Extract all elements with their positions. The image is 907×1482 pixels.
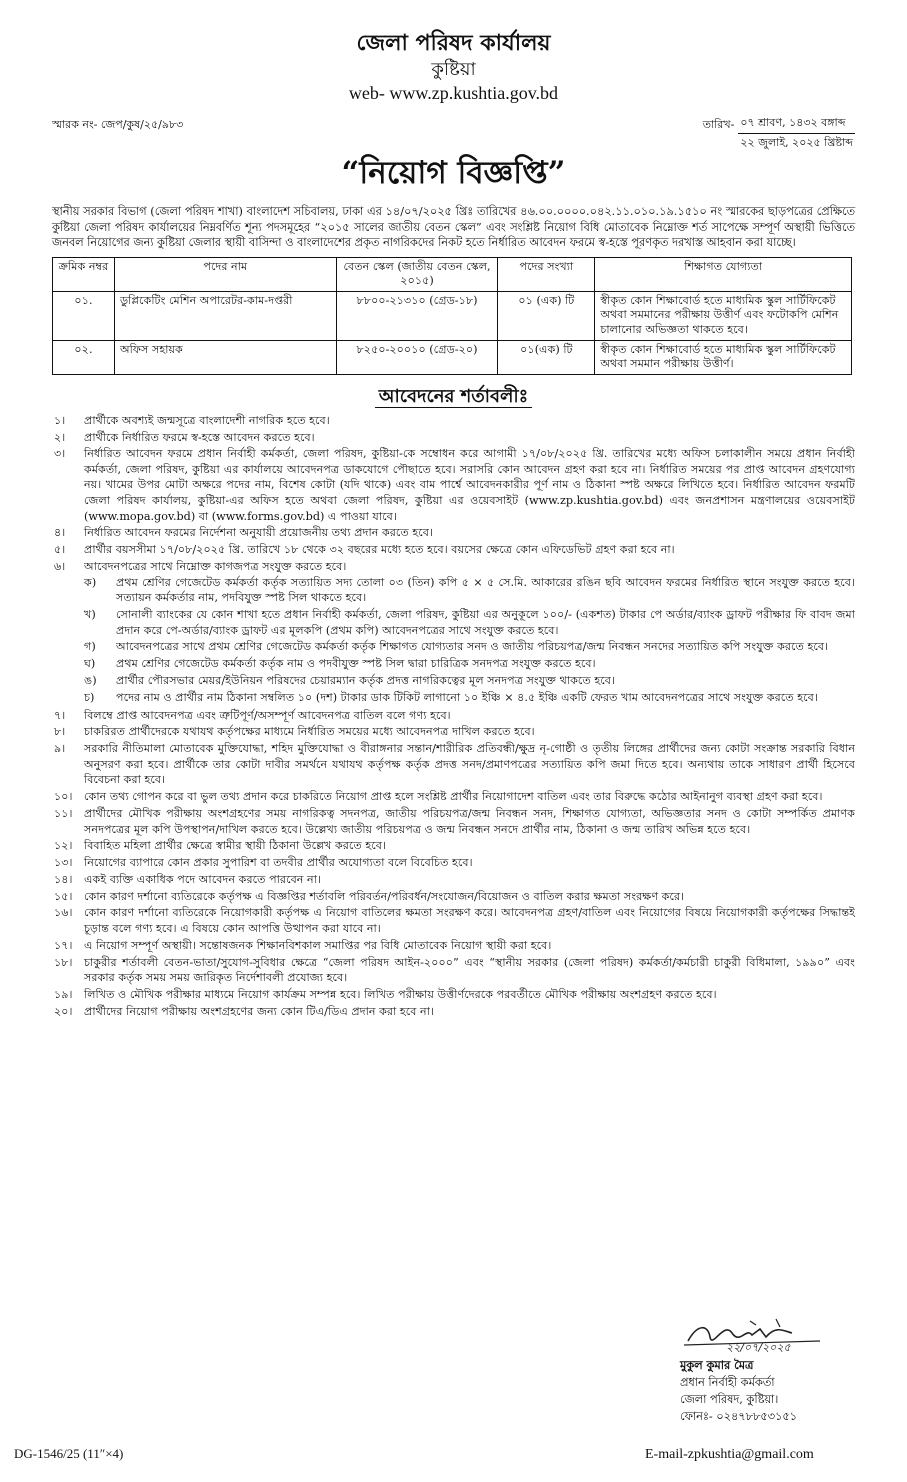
cell-serial: ০১. — [53, 291, 115, 340]
contact-email: E-mail-zpkushtia@gmail.com — [645, 1447, 814, 1462]
table-row — [53, 340, 852, 374]
condition-item — [52, 838, 855, 854]
officer-office: জেলা পরিষদ, কুষ্টিয়া। — [680, 1393, 779, 1406]
condition-number: ১৩। — [54, 856, 73, 870]
sub-condition-letter: গ) — [84, 640, 96, 654]
cell-post-name: অফিস সহায়ক — [114, 340, 336, 374]
condition-item — [52, 889, 855, 905]
cell-post-name: ডুপ্লিকেটিং মেশিন অপারেটর-কাম-দপ্তরী — [114, 291, 336, 340]
condition-item — [52, 430, 855, 446]
condition-item — [52, 559, 855, 706]
condition-number: ৮। — [54, 725, 66, 739]
date-block — [703, 112, 855, 152]
sub-condition-item — [84, 607, 855, 638]
date-bangla: ০৭ শ্রাবণ, ১৪৩২ বঙ্গাব্দ — [738, 112, 855, 134]
condition-text: প্রার্থীদের মৌখিক পরীক্ষায় অংশগ্রহণের সময় নাগরিকত্ব সদনপত্র, জাতীয় পরিচয়পত্র/জন্ম নিবন্ধন সনদ, শিক্ষাগত যোগ্যতা, অভিজ্ঞতার সনদ ও কোটা সম্পর্কিত প্রমাণক সনদপত্রের মূল কপি উপস্থাপন/দাখিল করতে হবে। উল্লেখ্য জাতীয় পরিচয়পত্র ও জন্ম নিবন্ধন সনদে প্রার্থীর নাম, ঠিকানা ও জন্ম তারিখ অভিন্ন হতে হবে। — [84, 806, 855, 836]
condition-number: ৩। — [54, 447, 66, 461]
memo-number: স্মারক নং- জেপ/কুষ/২৫/৯৮৩ — [52, 118, 184, 131]
condition-text: সরকারি নীতিমালা মোতাবেক মুক্তিযোদ্ধা, শহিদ মুক্তিযোদ্ধা ও বীরাঙ্গনার সন্তান/শারীরিক প্রতিবন্ধী/ক্ষুদ্র নৃ-গোষ্ঠী ও তৃতীয় লিঙ্গের প্রার্থীদের জন্য কোটা সংক্রান্ত সরকারি বিধান অনুসরণ করা হবে। প্রার্থীকে তার কোটা দাবীর সমর্থনে যথাযথ কর্তৃপক্ষ কর্তৃক প্রদত্ত সনদ/প্রমাণপত্রের সত্যায়িত কপি জমা দিতে হবে। অন্যথায় তাকে সাধারণ প্রার্থী হিসেবে বিবেচনা করা হবে। — [84, 742, 855, 787]
sub-condition-letter: খ) — [84, 607, 96, 621]
header-qualification: শিক্ষাগত যোগ্যতা — [595, 257, 852, 291]
handwritten-signature — [680, 1315, 830, 1353]
condition-item — [52, 542, 855, 558]
condition-item — [52, 806, 855, 837]
condition-text: আবেদনপত্রের সাথে নিম্নোক্ত কাগজপত্র সংযুক্ত করতে হবে। — [84, 560, 347, 573]
condition-text: প্রার্থীদের নিয়োগ পরীক্ষায় অংশগ্রহণের জন্য কোন টিএ/ডিএ প্রদান করা হবে না। — [84, 1004, 434, 1018]
condition-number: ১০। — [54, 790, 73, 804]
cell-pay-scale: ৮২৫০-২০০১০ (গ্রেড-২০) — [336, 340, 498, 374]
sub-condition-letter: চ) — [84, 690, 95, 704]
condition-number: ৪। — [54, 526, 66, 540]
condition-number: ২০। — [54, 1004, 73, 1018]
condition-text: নিয়োগের ব্যাপারে কোন প্রকার সুপারিশ বা তদবীর প্রার্থীর অযোগ্যতা বলে বিবেচিত হবে। — [84, 856, 473, 870]
office-name: জেলা পরিষদ কার্যালয় — [356, 30, 551, 56]
reference-row — [52, 112, 855, 152]
condition-number: ১। — [54, 413, 66, 427]
condition-text: প্রার্থীর বয়সসীমা ১৭/০৮/২০২৫ খ্রি. তারিখে ১৮ থেকে ৩২ বছরের মধ্যে হতে হবে। বয়সের ক্ষেত্রে কোন এফিডেভিট গ্রহণ করা হবে না। — [84, 543, 675, 557]
letterhead — [52, 28, 855, 104]
sub-condition-text: প্রথম শ্রেণির গেজেটেড কর্মকর্তা কর্তৃক নাম ও পদবীযুক্ত স্পষ্ট সিল দ্বারা চারিত্রিক সনদপত্র সংযুক্ত করতে হবে। — [116, 657, 596, 671]
sub-condition-text: সোনালী ব্যাংকের যে কোন শাখা হতে প্রধান নির্বাহী কর্মকর্তা, জেলা পরিষদ, কুষ্টিয়া এর অনুকূলে ১০০/- (একশত) টাকার পে অর্ডার/ব্যাংক ড্রাফট পরীক্ষার ফি বাবদ জমা প্রদান করে পে-অর্ডার/ব্যাংক ড্রাফট এর মূলকপি (প্রথম কপি) আবেদনপত্রের সাথে সংযুক্ত করতে হবে। — [116, 607, 855, 637]
sub-condition-item — [84, 639, 855, 655]
sub-condition-text: আবেদনপত্রের সাথে প্রথম শ্রেণির গেজেটেড কর্মকর্তা কর্তৃক শিক্ষাগত যোগ্যতার সনদ ও জাতীয় পরিচয়পত্র/জন্ম নিবন্ধন সনদের সত্যায়িত কপি সংযুক্ত করতে হবে। — [116, 640, 829, 654]
sub-condition-text: প্রথম শ্রেণির গেজেটেড কর্মকর্তা কর্তৃক সত্যায়িত সদ্য তোলা ০৩ (তিন) কপি ৫ × ৫ সে.মি. আকারের রঙিন ছবি আবেদন ফরমের নির্ধারিত স্থানে সংযুক্ত করতে হবে। সত্যায়ন কর্মকর্তার নাম, পদবিযুক্ত স্পষ্ট সিল থাকতে হবে। — [116, 575, 855, 605]
condition-text: কোন কারণ দর্শানো ব্যতিরেকে কর্তৃপক্ষ এ বিজ্ঞপ্তির শর্তাবলি পরিবর্তন/পরিবর্ধন/সংযোজন/বিয়োজন ও বাতিল করার ক্ষমতা সংরক্ষণ করে। — [84, 889, 685, 903]
sub-condition-text: পদের নাম ও প্রার্থীর নাম ঠিকানা সম্বলিত ১০ (দশ) টাকার ডাক টিকিট লাগানো ১০ ইঞ্চি × ৪.৫ ইঞ্চি একটি ফেরত খাম আবেদনপত্রের সাথে সংযুক্ত করতে হবে। — [116, 690, 818, 704]
signature-date: ২২/০৭/২০২৫ — [726, 1341, 791, 1353]
date-label: তারিখ- — [702, 118, 735, 131]
condition-text: নির্ধারিত আবেদন ফরমের নির্দেশনা অনুযায়ী প্রয়োজনীয় তথ্য প্রদান করতে হবে। — [84, 526, 433, 540]
condition-item — [52, 855, 855, 871]
condition-text: কোন কারণ দর্শানো ব্যতিরেকে নিয়োগকারী কর্তৃপক্ষ এ নিয়োগ বাতিলের ক্ষমতা সংরক্ষণ করে। আবেদনপত্র গ্রহণ/বাতিল এবং নিয়োগের বিষয়ে নিয়োগকারী কর্তৃপক্ষের সিদ্ধান্তই চূড়ান্ত বলে গণ্য হবে। এ বিষয়ে কোন আপত্তি উত্থাপন করা যাবে না। — [84, 906, 855, 936]
condition-item — [52, 905, 855, 936]
condition-item — [52, 987, 855, 1003]
header-serial: ক্রমিক নম্বর — [53, 257, 115, 291]
condition-number: ১৫। — [54, 889, 73, 903]
cell-qualification: স্বীকৃত কোন শিক্ষাবোর্ড হতে মাধ্যমিক স্কুল সার্টিফিকেট অথবা সমমানের পরীক্ষায় উত্তীর্ণ এবং ফটোকপি মেশিন চালানোর অভিজ্ঞতা থাকতে হবে। — [595, 291, 852, 340]
date-gregorian: ২২ জুলাই, ২০২৫ খ্রিষ্টাব্দ — [740, 136, 853, 150]
table-row — [53, 291, 852, 340]
cell-post-count: ০১ (এক) টি — [498, 291, 595, 340]
condition-text: এ নিয়োগ সম্পূর্ণ অস্থায়ী। সন্তোষজনক শিক্ষানবিশকাল সমাপ্তির পর বিধি মোতাবেক নিয়োগ স্থায়ী করা হবে। — [84, 938, 552, 952]
conditions-list — [52, 413, 855, 1020]
print-code: DG-1546/25 (11″×4) — [14, 1446, 124, 1461]
condition-number: ১৭। — [54, 938, 73, 952]
conditions-heading — [52, 385, 855, 409]
cell-qualification: স্বীকৃত কোন শিক্ষাবোর্ড হতে মাধ্যমিক স্কুল সার্টিফিকেট অথবা সমমান পরীক্ষায় উত্তীর্ণ। — [595, 340, 852, 374]
condition-number: ২। — [54, 430, 66, 444]
condition-item — [52, 741, 855, 788]
condition-number: ৫। — [54, 543, 66, 557]
cell-serial: ০২. — [53, 340, 115, 374]
condition-text: লিখিত ও মৌখিক পরীক্ষার মাধ্যমে নিয়োগ কার্যক্রম সম্পন্ন হবে। লিখিত পরীক্ষায় উত্তীর্ণদেরকে পরবর্তীতে মৌখিক পরীক্ষায় অংশগ্রহণ করতে হবে। — [84, 988, 717, 1001]
condition-text: বিলম্বে প্রাপ্ত আবেদনপত্র এবং ত্রুটিপূর্ণ/অসম্পূর্ণ আবেদনপত্র বাতিল বলে গণ্য হবে। — [84, 708, 451, 722]
condition-item — [52, 708, 855, 724]
header-pay-scale: বেতন স্কেল (জাতীয় বেতন স্কেল, ২০১৫) — [336, 257, 498, 291]
sub-condition-item — [84, 656, 855, 672]
condition-number: ৯। — [54, 742, 66, 756]
sub-condition-item — [84, 690, 855, 706]
condition-item — [52, 1004, 855, 1020]
officer-phone: ফোনঃ- ০২৪৭৮৮৫৩১৫১ — [680, 1410, 797, 1423]
signature-block — [680, 1315, 870, 1425]
officer-designation: প্রধান নির্বাহী কর্মকর্তা — [680, 1376, 775, 1389]
condition-number: ১৪। — [54, 872, 73, 886]
sub-condition-letter: ঙ) — [84, 673, 97, 687]
district-name: কুষ্টিয়া — [431, 59, 476, 80]
website-address: web- www.zp.kushtia.gov.bd — [348, 83, 559, 103]
condition-number: ১১। — [54, 806, 73, 820]
condition-text: প্রার্থীকে নির্ধারিত ফরমে স্ব-হস্তে আবেদন করতে হবে। — [84, 430, 315, 444]
condition-number: ১৬। — [54, 906, 73, 920]
condition-number: ১৮। — [54, 955, 73, 969]
officer-name: মুকুল কুমার মৈত্র — [680, 1358, 754, 1372]
conditions-heading-text: আবেদনের শর্তাবলীঃ — [375, 386, 532, 408]
condition-item — [52, 446, 855, 524]
condition-item — [52, 413, 855, 429]
notice-title: “নিয়োগ বিজ্ঞপ্তি” — [341, 155, 566, 191]
condition-item — [52, 724, 855, 740]
condition-item — [52, 955, 855, 986]
condition-text: একই ব্যক্তি একাধিক পদে আবেদন করতে পারবেন না। — [84, 872, 321, 886]
condition-text: চাকুরীর শর্তাবলী বেতন-ভাতা/সুযোগ-সুবিধার ক্ষেত্রে “জেলা পরিষদ আইন-২০০০” এবং “স্থানীয় সরকার (জেলা পরিষদ) কর্মকর্তা/কর্মচারী চাকুরী বিধিমালা, ১৯৯০” এবং সরকার কর্তৃক সময় সময় জারিকৃত নির্দেশাবলী প্রযোজ্য হবে। — [84, 955, 855, 985]
condition-text: বিবাহিত মহিলা প্রার্থীর ক্ষেত্রে স্বামীর স্থায়ী ঠিকানা উল্লেখ করতে হবে। — [84, 839, 386, 853]
sub-condition-item — [84, 673, 855, 689]
condition-item — [52, 525, 855, 541]
sub-condition-letter: ক) — [84, 575, 97, 589]
condition-text: চাকরিরত প্রার্থীদেরকে যথাযথ কর্তৃপক্ষের মাধ্যমে নির্ধারিত সময়ের মধ্যে আবেদনপত্র দাখিল করতে হবে। — [84, 725, 535, 739]
header-post-count: পদের সংখ্যা — [498, 257, 595, 291]
condition-item — [52, 938, 855, 954]
documents-sublist — [84, 575, 855, 706]
table-header-row — [53, 257, 852, 291]
cell-post-count: ০১(এক) টি — [498, 340, 595, 374]
posts-table — [52, 257, 852, 375]
header-post-name: পদের নাম — [114, 257, 336, 291]
condition-item — [52, 789, 855, 805]
sub-condition-item — [84, 575, 855, 606]
condition-number: ৭। — [54, 708, 66, 722]
condition-text: নির্ধারিত আবেদন ফরমে প্রধান নির্বাহী কর্মকর্তা, জেলা পরিষদ, কুষ্টিয়া-কে সম্বোধন করে আগামী ১৭/০৮/২০২৫ খ্রি. তারিখের মধ্যে অফিস চলাকালীন সময়ে প্রধান নির্বাহী কর্মকর্তা, জেলা পরিষদ, কুষ্টিয়া এর কার্যালয়ে আবেদনপত্র ডাকযোগে পৌছাতে হবে। সরাসরি কোন আবেদন গ্রহণ করা হবে না। নির্ধারিত সময়ের পর প্রাপ্ত আবেদন গ্রহণযোগ্য নয়। খামের উপর মোটা অক্ষরে পদের নাম, বিশেষ কোটা (যদি থাকে) এবং বাম পার্শ্বে আবেদনকারীর পূর্ণ নাম ও ঠিকানা স্পষ্ট অক্ষরে লিখিতে হবে। নির্ধারিত আবেদন ফরমটি জেলা পরিষদ কার্যালয়, কুষ্টিয়া-এর অফিস হতে অথবা জেলা পরিষদ, কুষ্টিয়া এর ওয়েবসাইট (www.zp.kushtia.gov.bd) এবং জনপ্রশাসন মন্ত্রণালয়ের ওয়েবসাইট (www.mopa.gov.bd) বা (www.forms.gov.bd) এ পাওয়া যাবে। — [84, 447, 855, 523]
sub-condition-text: প্রার্থীর পৌরসভার মেয়র/ইউনিয়ন পরিষদের চেয়ারম্যান কর্তৃক প্রদত্ত নাগরিকত্বের মূল সনদপত্র সংযুক্ত থাকতে হবে। — [116, 673, 615, 687]
condition-number: ৬। — [54, 560, 66, 573]
sub-condition-letter: ঘ) — [84, 657, 96, 671]
condition-text: প্রার্থীকে অবশ্যই জন্মসূত্রে বাংলাদেশী নাগরিক হতে হবে। — [84, 413, 330, 427]
intro-paragraph: স্থানীয় সরকার বিভাগ (জেলা পরিষদ শাখা) বাংলাদেশ সচিবালয়, ঢাকা এর ১৪/০৭/২০২৫ খ্রিঃ তারিখের ৪৬.০০.০০০০.০৪২.১১.০১০.১৯.১৫১০ নং স্মারকের ছাড়পত্রের প্রেক্ষিতে কুষ্টিয়া জেলা পরিষদ কার্যালয়ের নিম্নবর্ণিত শূন্য পদসমূহের “২০১৫ সালের জাতীয় বেতন স্কেল” এবং সংশ্লিষ্ট নিয়োগ বিধি মোতাবেক নিম্নোক্ত শর্ত সাপেক্ষে সম্পূর্ণ অস্থায়ী ভিত্তিতে জনবল নিয়োগের জন্য কুষ্টিয়া জেলার স্থায়ী বাসিন্দা ও বাংলাদেশের প্রকৃত নাগরিকদের নিকট হতে নির্ধারিত আবেদন ফরমে স্ব-হস্তে পূরণকৃত দরখাস্ত আহবান করা যাচ্ছে। — [52, 205, 855, 250]
condition-number: ১২। — [54, 839, 73, 853]
condition-number: ১৯। — [54, 988, 73, 1001]
condition-item — [52, 872, 855, 888]
cell-pay-scale: ৮৮০০-২১৩১০ (গ্রেড-১৮) — [336, 291, 498, 340]
condition-text: কোন তথ্য গোপন করে বা ভুল তথ্য প্রদান করে চাকরিতে নিয়োগ প্রাপ্ত হলে সংশ্লিষ্ট প্রার্থীর নিয়োগাদেশ বাতিল এবং তার বিরুদ্ধে কঠোর আইনানুগ ব্যবস্থা গ্রহণ করা হবে। — [84, 790, 823, 804]
